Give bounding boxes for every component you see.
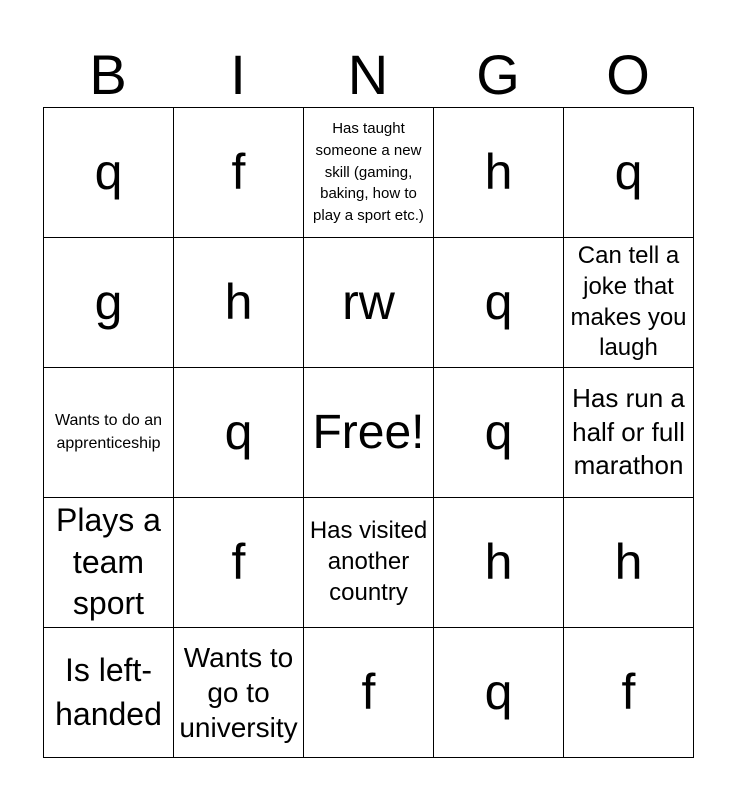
bingo-cell-r4-c0[interactable]: [44, 628, 174, 758]
cell-text: f: [621, 663, 636, 720]
cell-text: q: [484, 403, 513, 460]
cell-text: q: [614, 143, 643, 200]
bingo-cell-r3-c1[interactable]: [174, 498, 304, 628]
header-letter-b: B: [89, 43, 127, 106]
bingo-cell-r4-c2[interactable]: [304, 628, 434, 758]
bingo-cell-r4-c4[interactable]: [564, 628, 694, 758]
cell-text: f: [231, 533, 246, 590]
cell-text: rw: [342, 273, 395, 330]
cell-text: q: [224, 403, 253, 460]
bingo-cell-r0-c2[interactable]: [304, 108, 434, 238]
cell-text: g: [94, 273, 123, 330]
header-letter-n: N: [347, 43, 389, 106]
bingo-cell-r1-c1[interactable]: [174, 238, 304, 368]
bingo-cell-r4-c3[interactable]: [434, 628, 564, 758]
bingo-cell-r3-c4[interactable]: [564, 498, 694, 628]
bingo-cell-r4-c1[interactable]: [174, 628, 304, 758]
bingo-cell-r1-c4[interactable]: [564, 238, 694, 368]
bingo-cell-r1-c3[interactable]: [434, 238, 564, 368]
bingo-cell-r2-c4[interactable]: [564, 368, 694, 498]
cell-text: f: [231, 143, 246, 200]
cell-text: q: [484, 663, 513, 720]
bingo-grid: [43, 107, 694, 758]
cell-text: Wants to do an apprenticeship: [54, 412, 163, 452]
bingo-cell-r0-c4[interactable]: [564, 108, 694, 238]
cell-text: h: [484, 533, 513, 590]
bingo-cell-r1-c2[interactable]: [304, 238, 434, 368]
cell-text: Plays a team sport: [56, 502, 161, 622]
bingo-header: [43, 42, 693, 108]
bingo-cell-r3-c3[interactable]: [434, 498, 564, 628]
cell-text: f: [361, 663, 376, 720]
cell-text: Has visited another country: [309, 517, 428, 606]
bingo-cell-r2-c2[interactable]: [304, 368, 434, 498]
cell-text: Has run a half or full marathon: [572, 382, 685, 481]
bingo-cell-r0-c1[interactable]: [174, 108, 304, 238]
bingo-cell-r0-c3[interactable]: [434, 108, 564, 238]
cell-text: q: [94, 143, 123, 200]
cell-text: h: [224, 273, 253, 330]
bingo-cell-r1-c0[interactable]: [44, 238, 174, 368]
free-space: Free!: [312, 405, 425, 459]
cell-text: Wants to go to university: [179, 642, 298, 743]
bingo-cell-r0-c0[interactable]: [44, 108, 174, 238]
cell-text: h: [484, 143, 513, 200]
cell-text: q: [484, 273, 513, 330]
cell-text: Is left-handed: [55, 652, 162, 732]
cell-text: h: [614, 533, 643, 590]
bingo-cell-r2-c3[interactable]: [434, 368, 564, 498]
bingo-cell-r2-c0[interactable]: [44, 368, 174, 498]
bingo-cell-r3-c0[interactable]: [44, 498, 174, 628]
cell-text: Has taught someone a new skill (gaming, baking, how to play a sport etc.): [313, 120, 424, 225]
cell-text: Can tell a joke that makes you laugh: [570, 242, 687, 362]
header-letter-o: O: [606, 43, 650, 106]
bingo-cell-r3-c2[interactable]: [304, 498, 434, 628]
header-letter-g: G: [476, 43, 520, 106]
bingo-cell-r2-c1[interactable]: [174, 368, 304, 498]
header-letter-i: I: [230, 43, 246, 106]
